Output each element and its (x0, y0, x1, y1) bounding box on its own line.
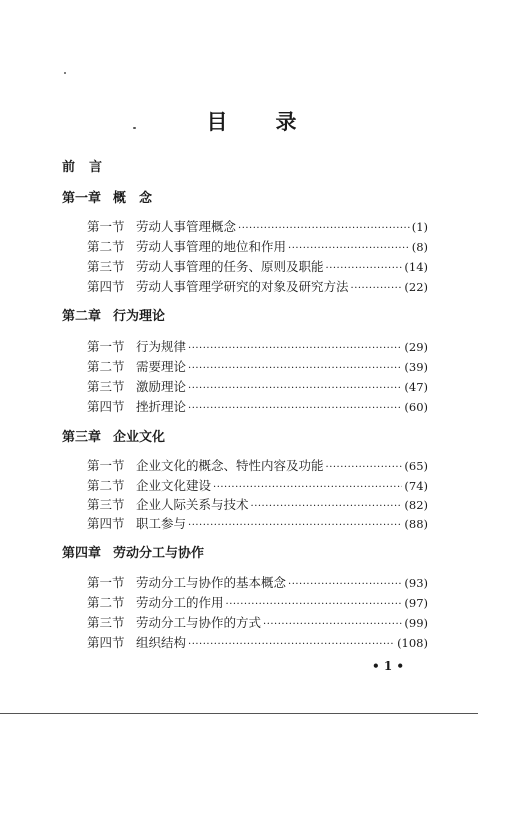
chapter-title: 劳动分工与协作 (113, 546, 205, 561)
dot-leader (188, 403, 402, 414)
section-number: 第四节 (87, 399, 125, 414)
dot-leader (188, 383, 402, 394)
section-title: 企业人际关系与技术 (136, 497, 249, 512)
section-number: 第一节 (87, 575, 125, 590)
toc-entry (87, 476, 428, 494)
scan-speck (64, 72, 66, 74)
bottom-rule (0, 713, 478, 714)
section-title: 组织结构 (136, 635, 187, 650)
section-title: 企业文化的概念、特性内容及功能 (136, 458, 324, 473)
dot-leader (188, 363, 402, 374)
section-page: (47) (404, 380, 428, 394)
dot-leader (213, 482, 402, 493)
section-title: 职工参与 (136, 516, 187, 531)
dot-leader (326, 263, 403, 274)
section-number: 第二节 (87, 239, 125, 254)
section-number: 第一节 (87, 339, 125, 354)
page-number: • 1 • (372, 659, 405, 673)
dot-leader (188, 343, 402, 354)
section-number: 第一节 (87, 219, 125, 234)
toc-entry (87, 613, 428, 631)
toc-entry (87, 514, 428, 532)
toc-entry (87, 277, 428, 295)
title-char-2: 录 (275, 109, 299, 134)
section-page: (22) (404, 280, 428, 294)
section-number: 第二节 (87, 595, 125, 610)
section-title: 劳动人事管理学研究的对象及研究方法 (136, 279, 349, 294)
toc-entry (87, 495, 428, 513)
toc-entry (87, 397, 428, 415)
toc-entry (87, 377, 428, 395)
chapter-number: 第三章 (62, 430, 102, 445)
section-page: (29) (404, 340, 428, 354)
section-page: (8) (411, 240, 428, 254)
dot-leader (238, 223, 410, 234)
preface-char-1: 前 (62, 160, 76, 175)
section-page: (74) (404, 479, 428, 493)
dot-leader (326, 462, 403, 473)
section-page: (60) (404, 400, 428, 414)
section-number: 第一节 (87, 458, 125, 473)
section-page: (82) (404, 498, 428, 512)
section-number: 第四节 (87, 516, 125, 531)
chapter-title: 概 念 (113, 191, 153, 206)
section-number: 第三节 (87, 615, 125, 630)
preface-heading (62, 156, 102, 175)
chapter-heading (62, 305, 165, 324)
section-page: (108) (397, 636, 428, 650)
dot-leader (351, 283, 403, 294)
toc-entry (87, 337, 428, 355)
chapter-heading (62, 426, 165, 445)
preface-char-2: 言 (89, 160, 103, 175)
chapter-title: 企业文化 (113, 430, 166, 445)
chapter-number: 第二章 (62, 309, 102, 324)
dot-leader (188, 520, 402, 531)
section-number: 第四节 (87, 635, 125, 650)
section-page: (93) (404, 576, 428, 590)
section-title: 劳动分工与协作的方式 (136, 615, 262, 630)
section-title: 劳动人事管理概念 (136, 219, 237, 234)
toc-entry (87, 633, 428, 651)
section-page: (65) (404, 459, 428, 473)
section-title: 挫折理论 (136, 399, 187, 414)
dot-leader (288, 243, 410, 254)
section-page: (97) (404, 596, 428, 610)
section-number: 第三节 (87, 379, 125, 394)
page-title (0, 106, 505, 136)
chapter-number: 第一章 (62, 191, 102, 206)
dot-leader (263, 619, 402, 630)
section-title: 劳动分工与协作的基本概念 (136, 575, 287, 590)
section-title: 企业文化建设 (136, 478, 212, 493)
dot-leader (251, 501, 403, 512)
section-title: 劳动人事管理的地位和作用 (136, 239, 287, 254)
toc-entry (87, 257, 428, 275)
section-page: (39) (404, 360, 428, 374)
section-title: 激励理论 (136, 379, 187, 394)
section-title: 行为规律 (136, 339, 187, 354)
dot-leader (188, 639, 395, 650)
section-page: (88) (404, 517, 428, 531)
toc-entry (87, 573, 428, 591)
section-number: 第二节 (87, 478, 125, 493)
section-number: 第二节 (87, 359, 125, 374)
title-char-1: 目 (206, 109, 230, 134)
section-page: (14) (404, 260, 428, 274)
scan-speck (133, 127, 136, 129)
toc-entry (87, 456, 428, 474)
section-page: (1) (411, 220, 428, 234)
chapter-title: 行为理论 (113, 309, 166, 324)
section-title: 需要理论 (136, 359, 187, 374)
section-number: 第三节 (87, 497, 125, 512)
dot-leader (288, 579, 402, 590)
toc-entry (87, 357, 428, 375)
section-title: 劳动人事管理的任务、原则及职能 (136, 259, 324, 274)
section-page: (99) (404, 616, 428, 630)
toc-entry (87, 593, 428, 611)
section-number: 第三节 (87, 259, 125, 274)
toc-entry (87, 217, 428, 235)
dot-leader (226, 599, 403, 610)
chapter-heading (62, 542, 204, 561)
chapter-number: 第四章 (62, 546, 102, 561)
toc-entry (87, 237, 428, 255)
section-number: 第四节 (87, 279, 125, 294)
section-title: 劳动分工的作用 (136, 595, 224, 610)
chapter-heading (62, 187, 152, 206)
